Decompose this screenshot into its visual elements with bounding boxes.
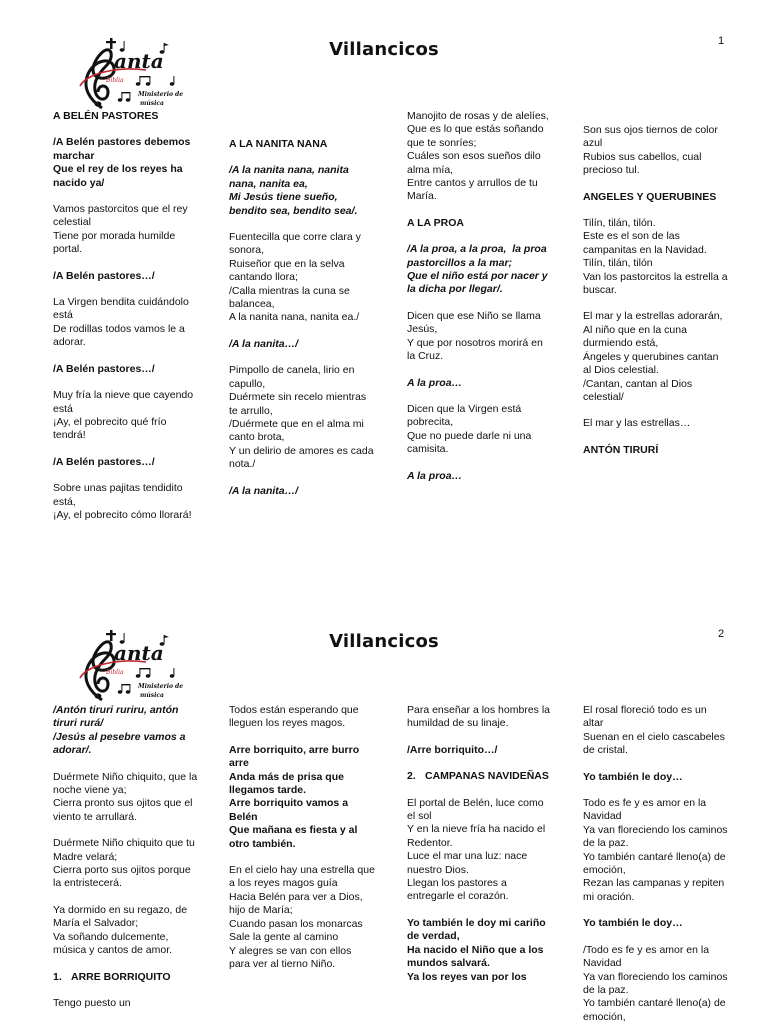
chorus-line: Yo también le doy… <box>583 770 683 783</box>
verse-line: Rezan las campanas y repiten mi oración. <box>583 877 728 903</box>
logo-small-3: música <box>140 100 164 107</box>
logo-word: anta <box>114 641 164 665</box>
stanza-gap <box>53 824 199 837</box>
verse-line: Que es lo que estás soñando que te sonríes; <box>407 123 547 149</box>
heading-text: ARRE BORRIQUITO <box>71 970 171 983</box>
verse-line: Este es el son de las campanitas en la Navidad. <box>583 230 707 256</box>
chorus-line: Arre borriquito, arre burro arre <box>229 743 363 770</box>
heading-number: 2. <box>407 770 416 783</box>
stanza-gap <box>583 784 729 797</box>
verse-line: A la nanita nana, nanita ea./ <box>229 311 360 324</box>
verse-line: Ya dormido en su regazo, de María el Salvador; <box>53 903 190 930</box>
stanza-gap <box>583 178 729 191</box>
logo-small-1: Biblia <box>106 77 124 84</box>
verse-line: ¡Ay, el pobrecito qué frío tendrá! <box>53 415 170 442</box>
numbered-heading <box>53 971 199 984</box>
verse-line: Muy fría la nieve que cayendo está <box>53 389 197 415</box>
stanza-gap <box>229 731 375 744</box>
verse-line: Ya van floreciendo los caminos de la paz. <box>583 970 731 996</box>
chorus-line: Ya los reyes van por los <box>407 970 527 983</box>
chorus-line: /Jesús al pesebre vamos a adorar/. <box>53 730 189 757</box>
verse-line: Tiene por morada humilde portal. <box>53 229 179 256</box>
stanza-gap <box>583 297 729 310</box>
column-4 <box>583 704 729 1024</box>
verse-line: Sobre unas pajitas tendidito está, <box>53 482 186 508</box>
column-2 <box>229 138 375 498</box>
chorus-line: Que mañana es fiesta y al otro también. <box>229 824 361 850</box>
verse-line: Llegan los pastores a entregarle el corazón. <box>407 877 510 903</box>
logo-word: anta <box>114 49 164 73</box>
verse-line: Cierra pronto sus ojitos que el viento te arrullará. <box>53 797 196 823</box>
chorus-line: Ha nacido el Niño que a los mundos salvará. <box>407 943 547 970</box>
verse-line: Tilín, tilán, tilón <box>583 257 653 270</box>
verse-line: Luce el mar una luz: nace nuestro Dios. <box>407 850 531 876</box>
verse-line: Pimpollo de canela, lirio en capullo, <box>229 364 358 390</box>
verse-line: Y un delirio de amores es cada nota./ <box>229 444 377 471</box>
stanza-gap <box>583 758 729 771</box>
page-number: 1 <box>718 35 725 47</box>
verse-line: La Virgen bendita cuidándolo está <box>53 296 192 322</box>
chorus-line: /A Belén pastores…/ <box>53 455 155 468</box>
stanza-gap <box>53 283 199 296</box>
verse-line: Yo también cantaré lleno(a) de emoción, <box>583 850 729 877</box>
stanza-gap <box>407 904 553 917</box>
page-title: Villancicos <box>329 39 439 60</box>
verse-line: Sale la gente al camino <box>229 931 339 944</box>
verse-line: El rosal floreció todo es un altar <box>583 704 710 730</box>
stanza-gap <box>53 891 199 904</box>
chorus-line: Yo también le doy mi cariño de verdad, <box>407 916 549 943</box>
stanza-gap <box>53 190 199 203</box>
stanza-gap <box>53 257 199 270</box>
stanza-gap <box>53 350 199 363</box>
page-title: Villancicos <box>329 631 439 652</box>
chorus-line: /A Belén pastores…/ <box>53 362 155 375</box>
chorus-line: /Arre borriquito…/ <box>407 743 498 756</box>
verse-line: Al niño que en la cuna durmiendo está, <box>583 323 690 350</box>
verse-line: Fuentecilla que corre clara y sonora, <box>229 231 364 257</box>
column-3 <box>407 704 553 984</box>
stanza-gap <box>407 204 553 217</box>
stanza-gap <box>407 731 553 744</box>
column-4 <box>583 124 729 470</box>
numbered-heading <box>407 770 553 783</box>
verse-line: Hacia Belén para ver a Dios, hijo de María; <box>229 890 366 917</box>
verse-line: El portal de Belén, luce como el sol <box>407 796 547 823</box>
song-title: A BELÉN PASTORES <box>53 110 159 122</box>
column-3 <box>407 110 553 483</box>
verse-line: Cierra porto sus ojitos porque la entristecerá. <box>53 864 194 890</box>
stanza-gap <box>407 457 553 470</box>
stanza-gap <box>53 958 199 971</box>
stanza-gap <box>407 297 553 310</box>
verse-line: Van los pastorcitos la estrella a buscar. <box>583 270 731 297</box>
verse-line: En el cielo hay una estrella que a los reyes magos guía <box>229 864 378 890</box>
stanza-gap <box>583 431 729 444</box>
logo-small-2: Ministerio de <box>138 91 184 98</box>
column-1 <box>53 110 199 522</box>
verse-line: Y alegres se van con ellos para ver al tierno Niño. <box>229 944 355 970</box>
stanza-gap <box>229 325 375 338</box>
stanza-gap <box>53 469 199 482</box>
stanza-gap <box>229 218 375 231</box>
verse-line: Cuando pasan los monarcas <box>229 917 363 930</box>
column-1 <box>53 704 199 1010</box>
stanza-gap <box>407 390 553 403</box>
stanza-gap <box>583 404 729 417</box>
song-title: ANTÓN TIRURÍ <box>583 443 659 456</box>
chorus-line: Anda más de prisa que llegamos tarde. <box>229 770 347 797</box>
song-title: ANGELES Y QUERUBINES <box>583 190 717 203</box>
song-title: A LA NANITA NANA <box>229 138 328 150</box>
chorus-line: A la proa… <box>407 376 463 389</box>
chorus-line: A la proa… <box>407 469 463 482</box>
logo-small-2: Ministerio de <box>138 683 184 690</box>
song-title: A LA PROA <box>407 216 464 229</box>
heading-text: CAMPANAS NAVIDEÑAS <box>425 770 549 783</box>
chorus-line: /Antón tiruri ruriru, antón tiruri rurá/ <box>53 704 182 730</box>
verse-line: /Cantan, cantan al Dios celestial/ <box>583 377 696 403</box>
verse-line: Tengo puesto un <box>53 996 131 1009</box>
chorus-line: /A Belén pastores…/ <box>53 269 155 282</box>
verse-line: /Calla mientras la cuna se balancea, <box>229 284 353 311</box>
verse-line: Que no puede darle ni una camisita. <box>407 429 535 456</box>
verse-line: Ya van floreciendo los caminos de la paz. <box>583 823 731 850</box>
chorus-line: /A la proa, a la proa, la proa pastorcillos a la mar; <box>407 243 550 269</box>
page-number: 2 <box>718 628 725 640</box>
verse-line: Dicen que ese Niño se llama Jesús, <box>407 309 544 336</box>
verse-line: Todos están esperando que lleguen los reyes magos. <box>229 704 362 730</box>
verse-line: Ángeles y querubines cantan al Dios celestial. <box>583 350 722 377</box>
stanza-gap <box>229 851 375 864</box>
stanza-gap <box>407 364 553 377</box>
verse-line: Duérmete sin recelo mientras te arrullo, <box>229 391 370 417</box>
verse-line: Dicen que la Virgen está pobrecita, <box>407 402 525 429</box>
verse-line: Suenan en el cielo cascabeles de cristal. <box>583 730 728 757</box>
verse-line: Cuáles son esos sueños dilo alma mía, <box>407 150 544 176</box>
stanza-gap <box>229 472 375 485</box>
stanza-gap <box>583 904 729 917</box>
stanza-gap <box>53 758 199 771</box>
verse-line: Para enseñar a los hombres la humildad de su linaje. <box>407 704 553 730</box>
chorus-line: Mi Jesús tiene sueño, bendito sea, bendito sea/. <box>229 191 358 217</box>
verse-line: Rubios sus cabellos, cual precioso tul. <box>583 150 705 177</box>
chorus-line: Arre borriquito vamos a Belén <box>229 797 351 823</box>
column-2 <box>229 704 378 971</box>
chorus-line: /A la nanita nana, nanita nana, nanita ea, <box>229 164 352 190</box>
verse-line: Duérmete Niño chiquito que tu Madre velará; <box>53 837 198 863</box>
stanza-gap <box>583 931 729 944</box>
stanza-gap <box>53 443 199 456</box>
verse-line: Yo también cantaré lleno(a) de emoción, <box>583 997 729 1023</box>
chorus-line: /A la nanita…/ <box>229 337 299 350</box>
verse-line: ¡Ay, el pobrecito cómo llorará! <box>53 508 192 521</box>
stanza-gap <box>229 351 375 364</box>
verse-line: Todo es fe y es amor en la Navidad <box>583 797 710 823</box>
verse-line: Y que por nosotros morirá en la Cruz. <box>407 336 546 363</box>
chorus-line: Que el niño está por nacer y la dicha por llegar/. <box>407 270 551 296</box>
heading-number: 1. <box>53 970 62 983</box>
verse-line: /Todo es fe y es amor en la Navidad <box>583 943 712 970</box>
verse-line: De rodillas todos vamos le a adorar. <box>53 322 188 349</box>
logo-small-3: música <box>140 692 164 699</box>
verse-line: Y en la nieve fría ha nacido el Redentor. <box>407 823 549 849</box>
verse-line: Manojito de rosas y de alelíes, <box>407 110 549 122</box>
chorus-line: /A la nanita…/ <box>229 484 299 497</box>
verse-line: Ruiseñor que en la selva cantando llora; <box>229 257 348 284</box>
chorus-line: /A Belén pastores debemos marchar <box>53 136 194 162</box>
verse-line: Entre cantos y arrullos de tu María. <box>407 177 541 203</box>
chorus-line: Que el rey de los reyes ha nacido ya/ <box>53 163 186 189</box>
stanza-gap <box>407 757 553 770</box>
verse-line: Vamos pastorcitos que el rey celestial <box>53 203 191 229</box>
verse-line: Tilín, tilán, tilón. <box>583 217 656 230</box>
logo-small-1: Biblia <box>106 669 124 676</box>
verse-line: Duérmete Niño chiquito, que la noche viene ya; <box>53 770 201 797</box>
verse-line: El mar y las estrellas… <box>583 417 691 430</box>
stanza-gap <box>53 984 199 997</box>
chorus-line: Yo también le doy… <box>583 917 683 930</box>
verse-line: Va soñando dulcemente, música y cantos de amor. <box>53 930 173 957</box>
verse-line: /Duérmete que en el alma mi canto brota, <box>229 417 367 444</box>
verse-line: El mar y la estrellas adorarán, <box>583 310 723 323</box>
stanza-gap <box>407 784 553 797</box>
stanza-gap <box>53 376 199 389</box>
verse-line: Son sus ojos tiernos de color azul <box>583 124 721 150</box>
